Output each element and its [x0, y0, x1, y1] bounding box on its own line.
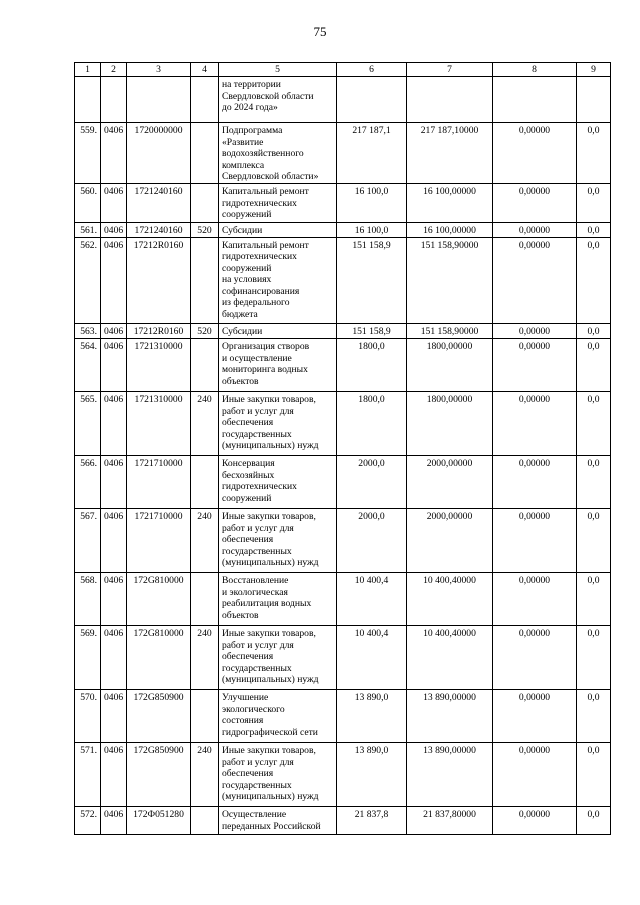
table-cell: 0,00000: [493, 392, 577, 456]
column-header: 9: [577, 63, 611, 77]
table-row: [75, 392, 611, 456]
table-cell: 564.: [75, 339, 101, 392]
table-cell: 16 100,0: [337, 184, 407, 222]
table-cell: 172Ф051280: [127, 807, 191, 835]
table-cell: 151 158,90000: [407, 238, 493, 324]
table-cell: 520: [191, 324, 219, 339]
table-cell: 561.: [75, 222, 101, 237]
table-row: [75, 222, 611, 237]
table-cell: Подпрограмма «Развитие водохозяйственного комплекса Свердловской области»: [219, 123, 337, 184]
table-cell: 1800,0: [337, 392, 407, 456]
table-cell: 0,0: [577, 626, 611, 690]
table-cell: [191, 184, 219, 222]
table-cell: 1721240160: [127, 222, 191, 237]
table-cell: [191, 690, 219, 743]
table-cell: 217 187,10000: [407, 123, 493, 184]
table-cell: [191, 339, 219, 392]
table-cell: 0,0: [577, 123, 611, 184]
table-cell: 563.: [75, 324, 101, 339]
table-cell: [191, 573, 219, 626]
page-number: 75: [313, 24, 327, 39]
table-cell: 0,0: [577, 339, 611, 392]
table-cell: [191, 456, 219, 509]
table-cell: 2000,0: [337, 456, 407, 509]
table-cell: Иные закупки товаров, работ и услуг для обеспечения государственных (муниципальных) нужд: [219, 626, 337, 690]
table-cell: [75, 77, 101, 123]
table-cell: 0,0: [577, 690, 611, 743]
table-cell: [191, 123, 219, 184]
table-cell: 2000,00000: [407, 456, 493, 509]
table-cell: 562.: [75, 238, 101, 324]
table-cell: 0406: [101, 184, 127, 222]
table-row: [75, 184, 611, 222]
table-cell: 1800,00000: [407, 339, 493, 392]
table-cell: 0406: [101, 807, 127, 835]
table-cell: 172G810000: [127, 573, 191, 626]
table-cell: 0,0: [577, 222, 611, 237]
table-cell: 0,00000: [493, 184, 577, 222]
table-cell: 0,00000: [493, 690, 577, 743]
table-row: [75, 573, 611, 626]
table-cell: 17212R0160: [127, 324, 191, 339]
table-cell: 0406: [101, 238, 127, 324]
table-row: [75, 690, 611, 743]
table-cell: 240: [191, 626, 219, 690]
table-cell: 0,00000: [493, 123, 577, 184]
table-cell: 568.: [75, 573, 101, 626]
table-cell: 0,0: [577, 456, 611, 509]
column-header: 1: [75, 63, 101, 77]
table-cell: 10 400,40000: [407, 573, 493, 626]
table-cell: 16 100,0: [337, 222, 407, 237]
table-cell: 0406: [101, 573, 127, 626]
table-cell: 0406: [101, 339, 127, 392]
table-cell: 0,0: [577, 807, 611, 835]
table-cell: 0,0: [577, 238, 611, 324]
table-cell: Иные закупки товаров, работ и услуг для обеспечения государственных (муниципальных) нужд: [219, 392, 337, 456]
table-cell: 1721710000: [127, 456, 191, 509]
table-cell: 1720000000: [127, 123, 191, 184]
table-cell: [493, 77, 577, 123]
table-row: [75, 238, 611, 324]
table-cell: 1721240160: [127, 184, 191, 222]
table-cell: 0,0: [577, 184, 611, 222]
table-cell: 16 100,00000: [407, 184, 493, 222]
table-cell: 0,00000: [493, 324, 577, 339]
table-cell: 571.: [75, 743, 101, 807]
table-cell: Восстановление и экологическая реабилитация водных объектов: [219, 573, 337, 626]
table-cell: 13 890,00000: [407, 743, 493, 807]
table-cell: 172G850900: [127, 743, 191, 807]
table-cell: 240: [191, 509, 219, 573]
table-cell: Иные закупки товаров, работ и услуг для обеспечения государственных (муниципальных) нужд: [219, 743, 337, 807]
table-cell: 0,00000: [493, 339, 577, 392]
table-cell: [407, 77, 493, 123]
header-row: [75, 63, 611, 77]
table-cell: 0,00000: [493, 509, 577, 573]
table-cell: 0,00000: [493, 456, 577, 509]
table-cell: 151 158,9: [337, 238, 407, 324]
table-row: [75, 807, 611, 835]
table-cell: [191, 238, 219, 324]
table-cell: Иные закупки товаров, работ и услуг для обеспечения государственных (муниципальных) нужд: [219, 509, 337, 573]
table-cell: 13 890,00000: [407, 690, 493, 743]
table-cell: 0,0: [577, 573, 611, 626]
table-cell: на территории Свердловской области до 2024 года»: [219, 77, 337, 123]
table-cell: 172G850900: [127, 690, 191, 743]
table-cell: 0,0: [577, 509, 611, 573]
table-cell: 217 187,1: [337, 123, 407, 184]
table-row: [75, 339, 611, 392]
table-cell: 16 100,00000: [407, 222, 493, 237]
table-cell: 569.: [75, 626, 101, 690]
table-cell: [191, 77, 219, 123]
column-header: 4: [191, 63, 219, 77]
table-cell: 0,0: [577, 324, 611, 339]
table-row: [75, 77, 611, 123]
table-cell: Осуществление переданных Российской: [219, 807, 337, 835]
table-cell: 172G810000: [127, 626, 191, 690]
table-cell: 10 400,4: [337, 626, 407, 690]
table-cell: 0,00000: [493, 238, 577, 324]
table-cell: 0406: [101, 456, 127, 509]
table-row: [75, 324, 611, 339]
table-cell: 567.: [75, 509, 101, 573]
table-cell: 566.: [75, 456, 101, 509]
table-cell: Консервация бесхозяйных гидротехнических сооружений: [219, 456, 337, 509]
table-cell: [337, 77, 407, 123]
table-cell: 1800,00000: [407, 392, 493, 456]
table-cell: 1721710000: [127, 509, 191, 573]
table-cell: 0406: [101, 123, 127, 184]
table-cell: 0,00000: [493, 222, 577, 237]
table-cell: 560.: [75, 184, 101, 222]
table-cell: 0406: [101, 324, 127, 339]
table-cell: 10 400,4: [337, 573, 407, 626]
table-cell: 0,00000: [493, 807, 577, 835]
table-cell: Организация створов и осуществление мониторинга водных объектов: [219, 339, 337, 392]
table-row: [75, 626, 611, 690]
table-cell: 0406: [101, 626, 127, 690]
table-cell: [101, 77, 127, 123]
table-cell: Капитальный ремонт гидротехнических сооружений: [219, 184, 337, 222]
table-cell: 570.: [75, 690, 101, 743]
table-cell: 1721310000: [127, 392, 191, 456]
table-cell: 0,00000: [493, 573, 577, 626]
table-cell: 240: [191, 392, 219, 456]
table-row: [75, 743, 611, 807]
table-cell: 1800,0: [337, 339, 407, 392]
table-cell: 21 837,8: [337, 807, 407, 835]
table-cell: 0406: [101, 509, 127, 573]
table-cell: 520: [191, 222, 219, 237]
column-header: 2: [101, 63, 127, 77]
table-cell: Улучшение экологического состояния гидрографической сети: [219, 690, 337, 743]
column-header: 3: [127, 63, 191, 77]
table-body: [75, 77, 611, 835]
table-cell: 2000,0: [337, 509, 407, 573]
table-row: [75, 509, 611, 573]
table-row: [75, 123, 611, 184]
table-cell: 21 837,80000: [407, 807, 493, 835]
table-cell: 572.: [75, 807, 101, 835]
column-header: 5: [219, 63, 337, 77]
table-cell: Капитальный ремонт гидротехнических сооружений на условиях софинансирования из федерального бюджета: [219, 238, 337, 324]
table-cell: 1721310000: [127, 339, 191, 392]
table-cell: Субсидии: [219, 324, 337, 339]
table-cell: 0406: [101, 222, 127, 237]
table-cell: 240: [191, 743, 219, 807]
table-row: [75, 456, 611, 509]
column-header: 7: [407, 63, 493, 77]
table-cell: [127, 77, 191, 123]
table-cell: 151 158,90000: [407, 324, 493, 339]
table-cell: 0,0: [577, 392, 611, 456]
column-header: 6: [337, 63, 407, 77]
table-cell: 0,00000: [493, 626, 577, 690]
table-cell: 0406: [101, 392, 127, 456]
table-cell: 0,00000: [493, 743, 577, 807]
table-cell: 10 400,40000: [407, 626, 493, 690]
table-cell: 2000,00000: [407, 509, 493, 573]
table-cell: 0406: [101, 690, 127, 743]
table-cell: 151 158,9: [337, 324, 407, 339]
table-cell: [191, 807, 219, 835]
table-cell: 0406: [101, 743, 127, 807]
table-cell: 13 890,0: [337, 743, 407, 807]
budget-table: [74, 62, 611, 835]
table-cell: Субсидии: [219, 222, 337, 237]
table-header: [75, 63, 611, 77]
table-cell: 565.: [75, 392, 101, 456]
column-header: 8: [493, 63, 577, 77]
table-cell: 0,0: [577, 743, 611, 807]
table-cell: 17212R0160: [127, 238, 191, 324]
table-cell: 13 890,0: [337, 690, 407, 743]
table-cell: 559.: [75, 123, 101, 184]
table-cell: [577, 77, 611, 123]
